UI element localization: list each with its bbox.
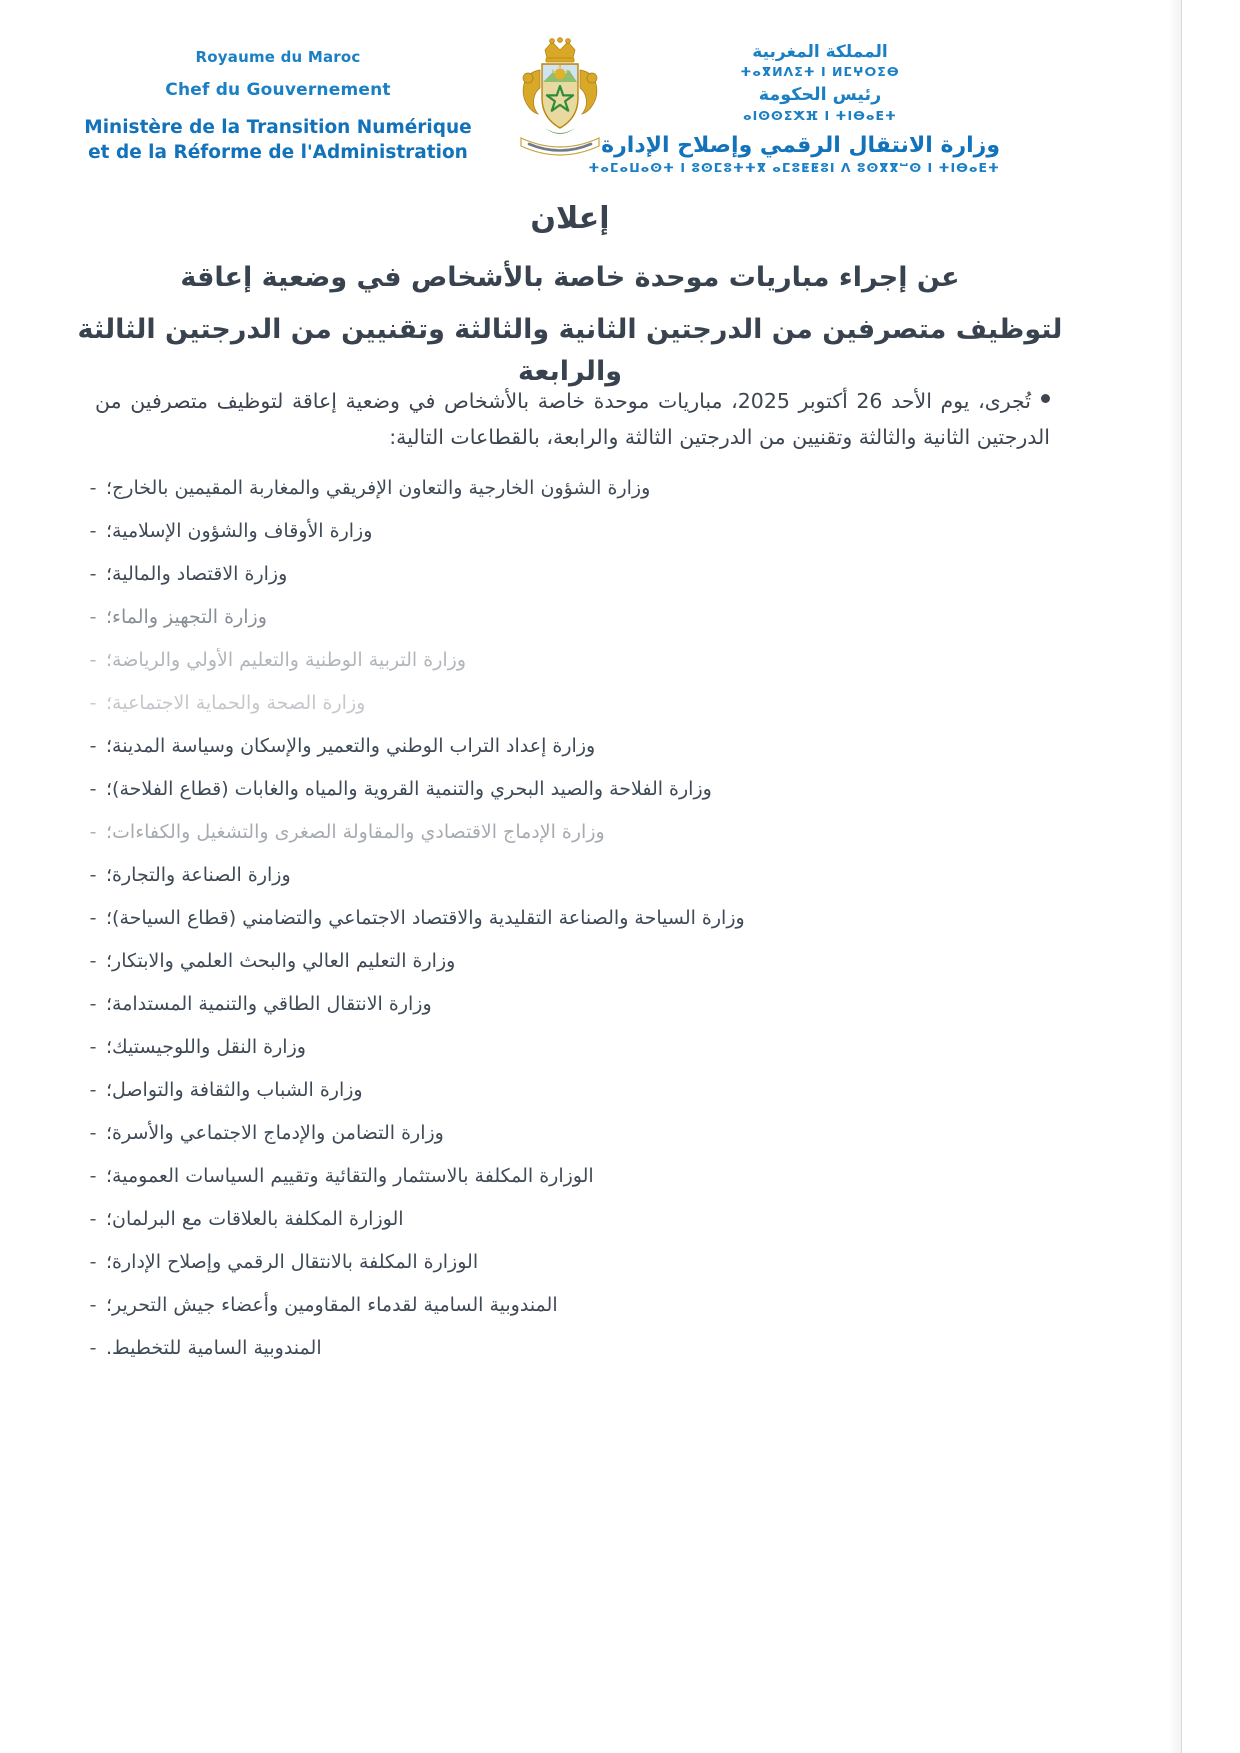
list-dash-marker: - xyxy=(89,950,97,972)
list-item xyxy=(80,775,1045,818)
list-dash-marker: - xyxy=(89,1036,97,1058)
list-dash-marker: - xyxy=(89,1165,97,1187)
list-item xyxy=(80,1119,1045,1162)
list-dash-marker: - xyxy=(89,864,97,886)
list-dash-marker: - xyxy=(89,606,97,628)
scan-edge-margin xyxy=(1181,0,1240,1753)
list-item xyxy=(80,990,1045,1033)
list-dash-marker: - xyxy=(89,907,97,929)
intro-text: تُجرى، يوم الأحد 26 أكتوبر 2025، مباريات موحدة خاصة بالأشخاص في وضعية إعاقة لتوظيف متصرفين من الدرجتين الثانية والثالثة وتقنيين من الدرجتين الثالثة والرابعة، بالقطاعات التالية: xyxy=(95,389,1050,449)
page-title: إعلان xyxy=(530,201,610,236)
sector-label: وزارة الأوقاف والشؤون الإسلامية؛ xyxy=(106,520,373,542)
sector-label: وزارة الصحة والحماية الاجتماعية؛ xyxy=(106,692,366,714)
list-item xyxy=(80,517,1045,560)
list-dash-marker: - xyxy=(89,735,97,757)
sector-list xyxy=(80,474,1045,1377)
header-head-of-government-ar: رئيس الحكومة xyxy=(758,85,882,105)
list-dash-marker: - xyxy=(89,1294,97,1316)
intro-paragraph xyxy=(95,384,1050,456)
header-head-of-government-tifinagh: ⴰⵏⵙⵙⵉⵅⴼ ⵏ ⵜⵏⴱⴰⴹⵜ xyxy=(742,107,897,123)
list-dash-marker: - xyxy=(89,649,97,671)
list-item xyxy=(80,689,1045,732)
sector-label: الوزارة المكلفة بالعلاقات مع البرلمان؛ xyxy=(106,1208,404,1230)
list-item xyxy=(80,474,1045,517)
title-subtitle-line1: عن إجراء مباريات موحدة خاصة بالأشخاص في وضعية إعاقة xyxy=(180,262,960,293)
list-item xyxy=(80,560,1045,603)
sector-label: وزارة الاقتصاد والمالية؛ xyxy=(106,563,288,585)
sector-label: المندوبية السامية للتخطيط. xyxy=(106,1337,322,1359)
bullet-point-icon xyxy=(1041,394,1050,403)
sector-label: وزارة الشؤون الخارجية والتعاون الإفريقي والمغاربة المقيمين بالخارج؛ xyxy=(106,477,651,499)
list-dash-marker: - xyxy=(89,993,97,1015)
list-dash-marker: - xyxy=(89,563,97,585)
list-dash-marker: - xyxy=(89,821,97,843)
list-item xyxy=(80,732,1045,775)
sector-label: المندوبية السامية لقدماء المقاومين وأعضاء جيش التحرير؛ xyxy=(106,1294,558,1316)
list-dash-marker: - xyxy=(89,1251,97,1273)
list-dash-marker: - xyxy=(89,692,97,714)
sector-label: الوزارة المكلفة بالانتقال الرقمي وإصلاح الإدارة؛ xyxy=(106,1251,479,1273)
document-header xyxy=(0,34,1240,174)
header-ministry-ar: وزارة الانتقال الرقمي وإصلاح الإدارة xyxy=(601,132,1000,158)
list-item xyxy=(80,1076,1045,1119)
title-subtitle-line2: لتوظيف متصرفين من الدرجتين الثانية والثالثة وتقنيين من الدرجتين الثالثة والرابعة xyxy=(77,313,1063,387)
header-ministry-tifinagh: ⵜⴰⵎⴰⵡⴰⵙⵜ ⵏ ⵓⵙⵎⵓⵜⵜⴳ ⴰⵎⵓⵟⵟⵓⵏ ⴷ ⵓⵙⴳⴳⵯⵙ ⵏ ⵜⵏⴱⴰⴹⵜ xyxy=(588,160,1000,175)
header-arabic-block xyxy=(588,42,1000,178)
sector-label: وزارة النقل واللوجيستيك؛ xyxy=(106,1036,306,1058)
list-dash-marker: - xyxy=(89,520,97,542)
list-item xyxy=(80,646,1045,689)
sector-label: وزارة الشباب والثقافة والتواصل؛ xyxy=(106,1079,363,1101)
sector-label: وزارة التعليم العالي والبحث العلمي والابتكار؛ xyxy=(106,950,456,972)
header-french-block xyxy=(78,48,478,165)
list-dash-marker: - xyxy=(89,1079,97,1101)
list-item xyxy=(80,1291,1045,1334)
sector-label: وزارة الانتقال الطاقي والتنمية المستدامة؛ xyxy=(106,993,432,1015)
sector-label: الوزارة المكلفة بالاستثمار والتقائية وتقييم السياسات العمومية؛ xyxy=(106,1165,594,1187)
header-ministry-fr-line2: et de la Réforme de l'Administration xyxy=(88,141,468,163)
list-dash-marker: - xyxy=(89,477,97,499)
sector-label: وزارة الفلاحة والصيد البحري والتنمية القروية والمياه والغابات (قطاع الفلاحة)؛ xyxy=(106,778,712,800)
list-dash-marker: - xyxy=(89,1337,97,1359)
document-title-block xyxy=(70,196,1070,393)
list-item xyxy=(80,1248,1045,1291)
header-kingdom-tifinagh: ⵜⴰⴳⵍⴷⵉⵜ ⵏ ⵍⵎⵖⵔⵉⴱ xyxy=(740,64,900,80)
list-item xyxy=(80,947,1045,990)
list-item xyxy=(80,603,1045,646)
sector-label: وزارة الصناعة والتجارة؛ xyxy=(106,864,291,886)
sector-label: وزارة الإدماج الاقتصادي والمقاولة الصغرى والتشغيل والكفاءات؛ xyxy=(106,821,605,843)
list-item xyxy=(80,1033,1045,1076)
sector-label: وزارة إعداد التراب الوطني والتعمير والإسكان وسياسة المدينة؛ xyxy=(106,735,596,757)
sector-label: وزارة السياحة والصناعة التقليدية والاقتصاد الاجتماعي والتضامني (قطاع السياحة)؛ xyxy=(106,907,745,929)
header-kingdom-ar: المملكة المغربية xyxy=(752,42,888,62)
sector-label: وزارة التضامن والإدماج الاجتماعي والأسرة؛ xyxy=(106,1122,444,1144)
header-kingdom-fr: Royaume du Maroc xyxy=(195,48,361,66)
list-dash-marker: - xyxy=(89,778,97,800)
list-item xyxy=(80,861,1045,904)
scan-edge-shadow xyxy=(1168,0,1182,1753)
header-head-of-government-fr: Chef du Gouvernement xyxy=(165,80,391,100)
list-item xyxy=(80,1205,1045,1248)
header-ministry-fr-line1: Ministère de la Transition Numérique xyxy=(84,117,472,138)
list-item xyxy=(80,1334,1045,1377)
list-item xyxy=(80,818,1045,861)
list-dash-marker: - xyxy=(89,1122,97,1144)
sector-label: وزارة التجهيز والماء؛ xyxy=(106,606,267,628)
list-dash-marker: - xyxy=(89,1208,97,1230)
list-item xyxy=(80,904,1045,947)
sector-label: وزارة التربية الوطنية والتعليم الأولي والرياضة؛ xyxy=(106,649,466,671)
list-item xyxy=(80,1162,1045,1205)
